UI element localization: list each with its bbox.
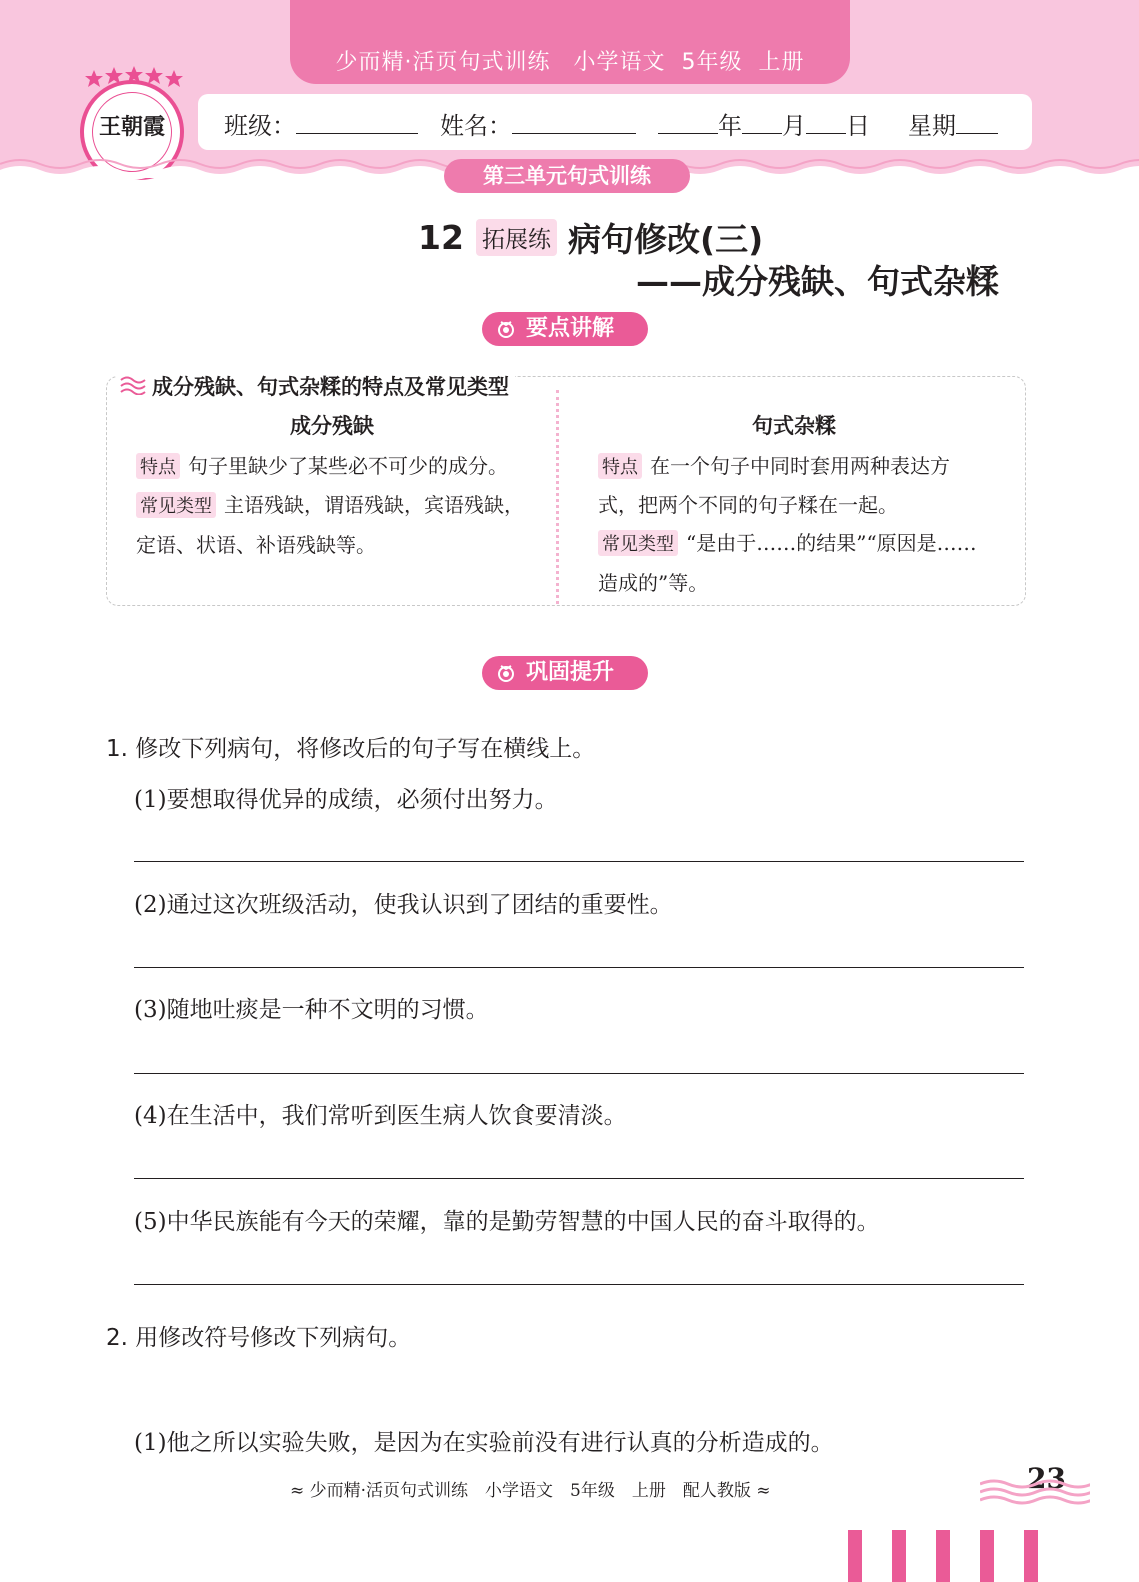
weekday-label: 星期 bbox=[908, 112, 956, 140]
day-label: 日 bbox=[846, 112, 870, 140]
left-types-line: 常见类型 主语残缺，谓语残缺，宾语残缺， bbox=[136, 489, 524, 518]
footer-text: ≈ 少而精·活页句式训练 小学语文 5年级 上册 配人教版 ≈ bbox=[290, 1481, 771, 1501]
right-feature-line-2: 式，把两个不同的句子糅在一起。 bbox=[598, 493, 898, 517]
left-column-title: 成分残缺 bbox=[290, 414, 374, 438]
month-label: 月 bbox=[782, 112, 806, 140]
left-types-line-2: 定语、状语、补语残缺等。 bbox=[136, 533, 376, 557]
box-heading bbox=[116, 371, 515, 401]
left-feature-line: 特点 句子里缺少了某些必不可少的成分。 bbox=[136, 450, 508, 479]
feature-tag: 特点 bbox=[598, 453, 642, 479]
lesson-tag: 拓展练 bbox=[476, 219, 557, 256]
answer-line-4[interactable] bbox=[134, 1178, 1024, 1179]
weekday-field[interactable] bbox=[956, 111, 998, 134]
lesson-subtitle: ——成分残缺、句式杂糅 bbox=[636, 262, 999, 301]
wave-icon bbox=[120, 375, 146, 395]
page-number: 23 bbox=[1027, 1462, 1066, 1495]
series-title: 少而精·活页句式训练 小学语文 5年级 上册 bbox=[335, 50, 805, 75]
footer-bars-decoration bbox=[848, 1530, 1048, 1582]
class-field[interactable] bbox=[296, 111, 418, 134]
medal-icon bbox=[496, 319, 516, 339]
question-1-item-1: (1)要想取得优异的成绩，必须付出努力。 bbox=[134, 787, 558, 813]
box-heading-text: 成分残缺、句式杂糅的特点及常见类型 bbox=[152, 375, 509, 399]
question-1-item-5: (5)中华民族能有今天的荣耀，靠的是勤劳智慧的中国人民的奋斗取得的。 bbox=[134, 1209, 880, 1235]
key-points-pill bbox=[482, 312, 648, 346]
lesson-number: 12 bbox=[418, 218, 464, 257]
year-label: 年 bbox=[718, 112, 742, 140]
answer-line-1[interactable] bbox=[134, 861, 1024, 862]
right-column-title: 句式杂糅 bbox=[752, 414, 836, 438]
answer-line-3[interactable] bbox=[134, 1073, 1024, 1074]
question-1-item-4: (4)在生活中，我们常听到医生病人饮食要清淡。 bbox=[134, 1103, 627, 1129]
practice-label: 巩固提升 bbox=[526, 660, 615, 685]
key-points-label: 要点讲解 bbox=[526, 316, 615, 341]
class-label: 班级： bbox=[224, 112, 296, 140]
student-info-bar bbox=[198, 94, 1032, 150]
feature-tag: 特点 bbox=[136, 453, 180, 479]
month-field[interactable] bbox=[742, 111, 782, 134]
question-2-prompt: 2. 用修改符号修改下列病句。 bbox=[106, 1325, 412, 1351]
footer-wave-decoration bbox=[980, 1478, 1090, 1508]
right-types-line-2: 造成的”等。 bbox=[598, 571, 709, 595]
unit-tab: 第三单元句式训练 bbox=[444, 159, 690, 193]
box-divider bbox=[556, 390, 575, 604]
types-tag: 常见类型 bbox=[598, 530, 678, 556]
year-field[interactable] bbox=[658, 111, 718, 134]
practice-pill bbox=[482, 656, 648, 690]
logo-text: 王朝霞 bbox=[98, 114, 165, 140]
answer-line-2[interactable] bbox=[134, 967, 1024, 968]
types-tag: 常见类型 bbox=[136, 492, 216, 518]
question-1-item-2: (2)通过这次班级活动，使我认识到了团结的重要性。 bbox=[134, 892, 673, 918]
medal-icon bbox=[496, 663, 516, 683]
lesson-title: 病句修改(三) bbox=[568, 220, 764, 259]
question-1-prompt: 1. 修改下列病句，将修改后的句子写在横线上。 bbox=[106, 736, 596, 762]
question-2-item-1[interactable]: (1)他之所以实验失败，是因为在实验前没有进行认真的分析造成的。 bbox=[134, 1430, 834, 1456]
right-types-line: 常见类型 “是由于……的结果”“原因是…… bbox=[598, 527, 977, 556]
answer-line-5[interactable] bbox=[134, 1284, 1024, 1285]
name-label: 姓名： bbox=[440, 112, 512, 140]
day-field[interactable] bbox=[806, 111, 846, 134]
question-1-item-3: (3)随地吐痰是一种不文明的习惯。 bbox=[134, 997, 489, 1023]
name-field[interactable] bbox=[512, 111, 636, 134]
right-feature-line: 特点 在一个句子中同时套用两种表达方 bbox=[598, 450, 950, 479]
